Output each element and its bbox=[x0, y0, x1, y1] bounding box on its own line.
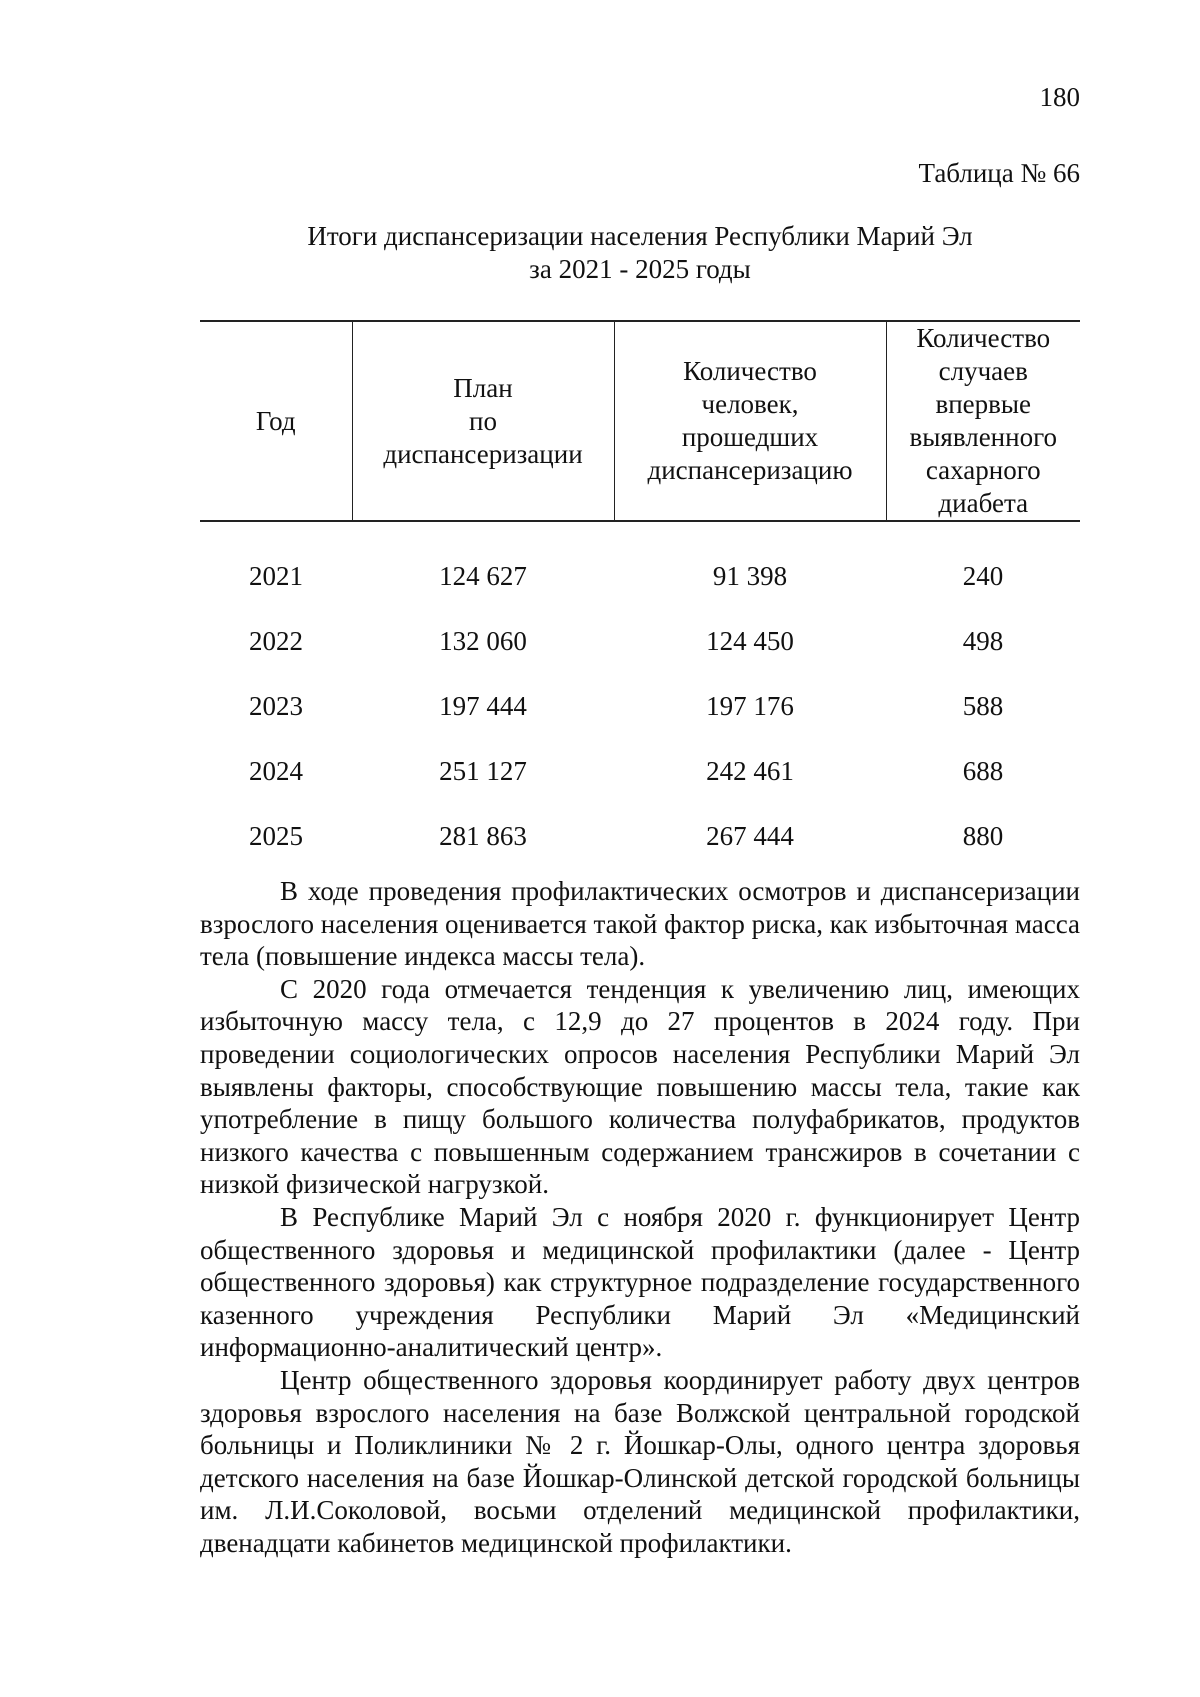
table-title bbox=[200, 220, 1080, 286]
cell-year: 2023 bbox=[249, 691, 303, 721]
cell-diabetes: 240 bbox=[962, 561, 1004, 591]
cell-year: 2021 bbox=[249, 561, 303, 591]
header-line: План bbox=[453, 372, 513, 403]
results-table bbox=[200, 320, 1080, 869]
cell-plan: 124 627 bbox=[439, 561, 527, 591]
header-line: человек, bbox=[701, 389, 799, 419]
paragraph: В ходе проведения профилактических осмотров и диспансеризации взрослого населения оценивается такой фактор риска, как избыточная масса тела (повышение индекса массы тела). bbox=[200, 876, 1080, 972]
header-line: диспансеризации bbox=[383, 438, 583, 469]
cell-year: 2024 bbox=[249, 756, 303, 786]
body-text bbox=[200, 875, 1080, 1559]
header-line: Количество bbox=[683, 356, 817, 386]
header-line: выявленного bbox=[909, 422, 1057, 452]
cell-diabetes: 588 bbox=[962, 691, 1004, 721]
cell-people: 124 450 bbox=[706, 626, 794, 656]
cell-people: 197 176 bbox=[706, 691, 794, 721]
table-row bbox=[200, 609, 1080, 674]
cell-year: 2025 bbox=[249, 821, 303, 851]
header-line: диспансеризацию bbox=[647, 455, 853, 485]
table-row bbox=[200, 521, 1080, 609]
paragraph: С 2020 года отмечается тенденция к увеличению лиц, имеющих избыточную массу тела, с 12,9 до 27 процентов в 2024 году. При проведении социологических опросов населения Республики Марий Эл выявлены факторы, способствующие повышению массы тела, такие как употребление в пищу большого количества полуфабрикатов, продуктов низкого качества с повышенным содержанием трансжиров в сочетании с низкой физической нагрузкой. bbox=[200, 973, 1080, 1200]
cell-people: 267 444 bbox=[706, 821, 794, 851]
table-title-line-1: Итоги диспансеризации населения Республики Марий Эл bbox=[307, 221, 973, 251]
header-plan bbox=[352, 321, 614, 521]
header-people-count bbox=[614, 321, 886, 521]
header-line: случаев bbox=[938, 356, 1028, 386]
header-line: Количество bbox=[916, 323, 1051, 353]
cell-diabetes: 880 bbox=[962, 821, 1004, 851]
cell-plan: 251 127 bbox=[439, 756, 527, 786]
table-title-line-2: за 2021 - 2025 годы bbox=[529, 254, 751, 284]
header-line: впервые bbox=[935, 389, 1032, 419]
table-row bbox=[200, 674, 1080, 739]
cell-people: 91 398 bbox=[712, 561, 788, 591]
cell-year: 2022 bbox=[249, 626, 303, 656]
page-number: 180 bbox=[1039, 82, 1080, 112]
header-line: Год bbox=[255, 405, 296, 436]
header-line: прошедших bbox=[681, 422, 819, 452]
table-row bbox=[200, 804, 1080, 869]
cell-diabetes: 498 bbox=[962, 626, 1004, 656]
header-line: диабета bbox=[938, 488, 1029, 518]
cell-plan: 281 863 bbox=[439, 821, 527, 851]
paragraph: В Республике Марий Эл с ноября 2020 г. функционирует Центр общественного здоровья и медицинской профилактики (далее - Центр общественного здоровья) как структурное подразделение государственного казенного учреждения Республики Марий Эл «Медицинский информационно-аналитический центр». bbox=[200, 1201, 1080, 1363]
cell-people: 242 461 bbox=[706, 756, 794, 786]
cell-plan: 132 060 bbox=[439, 626, 527, 656]
header-line: по bbox=[469, 405, 497, 436]
table-number: Таблица № 66 bbox=[918, 158, 1080, 188]
cell-plan: 197 444 bbox=[439, 691, 527, 721]
table-header-row bbox=[200, 321, 1080, 521]
header-year bbox=[200, 321, 352, 521]
paragraph: Центр общественного здоровья координирует работу двух центров здоровья взрослого населения на базе Волжской центральной городской больницы и Поликлиники № 2 г. Йошкар-Олы, одного центра здоровья детского населения на базе Йошкар-Олинской детской городской больницы им. Л.И.Соколовой, восьми отделений медицинской профилактики, двенадцати кабинетов медицинской профилактики. bbox=[200, 1364, 1080, 1558]
table-row bbox=[200, 739, 1080, 804]
header-line: сахарного bbox=[925, 455, 1041, 485]
header-diabetes-cases bbox=[886, 321, 1080, 521]
cell-diabetes: 688 bbox=[962, 756, 1004, 786]
